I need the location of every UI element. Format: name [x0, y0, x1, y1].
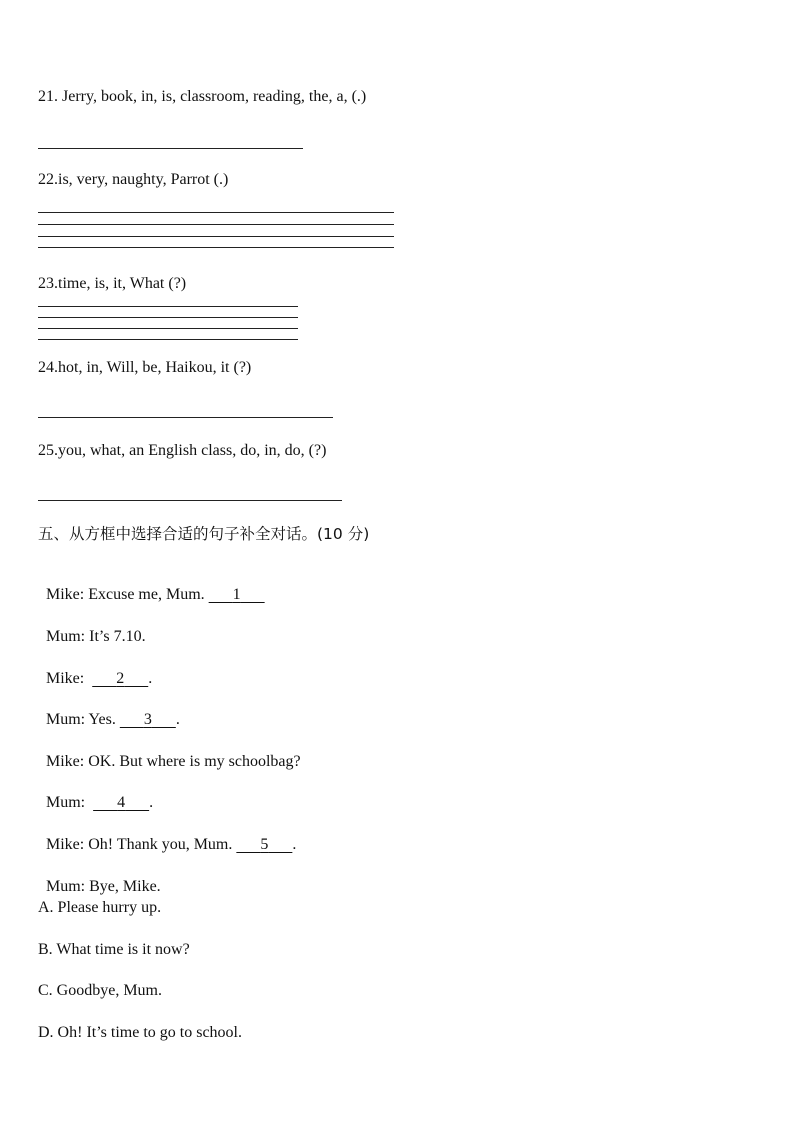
dialogue-text: It’s 7.10. — [89, 628, 146, 645]
dialogue-line-6: Mum: 4 . — [46, 794, 154, 811]
speaker: Mike: — [46, 753, 85, 770]
speaker: Mum: — [46, 794, 86, 811]
blank-4[interactable]: 4 — [117, 794, 126, 811]
dialogue-text: Yes. — [88, 711, 116, 728]
dialogue-line-1 — [38, 565, 265, 605]
dialogue-text: Oh! Thank you, Mum. — [88, 836, 233, 853]
dialogue-line-3: Mike: 2 . — [46, 670, 153, 687]
answer-line[interactable] — [38, 148, 303, 149]
option-a: A. Please hurry up. — [38, 899, 162, 916]
speaker: Mum: — [46, 711, 86, 728]
speaker: Mike: — [46, 836, 85, 853]
section-five-heading: 五、从方框中选择合适的句子补全对话。(10 分) — [38, 525, 370, 543]
answer-line[interactable] — [38, 306, 298, 307]
dialogue-line-7: Mike: Oh! Thank you, Mum. 5 . — [46, 836, 297, 853]
answer-line[interactable] — [38, 212, 394, 213]
question-22: 22.is, very, naughty, Parrot (.) — [38, 171, 229, 188]
blank-1[interactable]: 1 — [232, 586, 241, 603]
dialogue-line-8 — [38, 857, 161, 897]
option-d: D. Oh! It’s time to go to school. — [38, 1024, 242, 1041]
blank-2[interactable]: 2 — [116, 670, 125, 687]
blank-5[interactable]: 5 — [260, 836, 269, 853]
dialogue-line-2 — [38, 607, 146, 647]
option-b: B. What time is it now? — [38, 941, 190, 958]
answer-line — [38, 236, 394, 237]
answer-line — [38, 328, 298, 329]
option-c: C. Goodbye, Mum. — [38, 982, 162, 999]
speaker: Mum: — [46, 878, 86, 895]
answer-line[interactable] — [38, 500, 342, 501]
question-25: 25.you, what, an English class, do, in, do, (?) — [38, 442, 327, 459]
dialogue-line-4: Mum: Yes. 3 . — [46, 711, 180, 728]
dialogue-line-5 — [38, 732, 301, 772]
speaker: Mike: — [46, 670, 85, 687]
answer-line — [38, 247, 394, 248]
answer-line[interactable] — [38, 417, 333, 418]
question-21: 21. Jerry, book, in, is, classroom, reading, the, a, (.) — [38, 88, 367, 105]
dialogue-text: Excuse me, Mum. — [88, 586, 205, 603]
speaker: Mum: — [46, 628, 86, 645]
answer-line — [38, 317, 298, 318]
answer-line — [38, 224, 394, 225]
blank-3[interactable]: 3 — [143, 711, 152, 728]
question-23: 23.time, is, it, What (?) — [38, 275, 187, 292]
dialogue-text: Bye, Mike. — [89, 878, 161, 895]
dialogue-text: OK. But where is my schoolbag? — [88, 753, 301, 770]
speaker: Mike: — [46, 586, 85, 603]
question-24: 24.hot, in, Will, be, Haikou, it (?) — [38, 359, 252, 376]
answer-line — [38, 339, 298, 340]
